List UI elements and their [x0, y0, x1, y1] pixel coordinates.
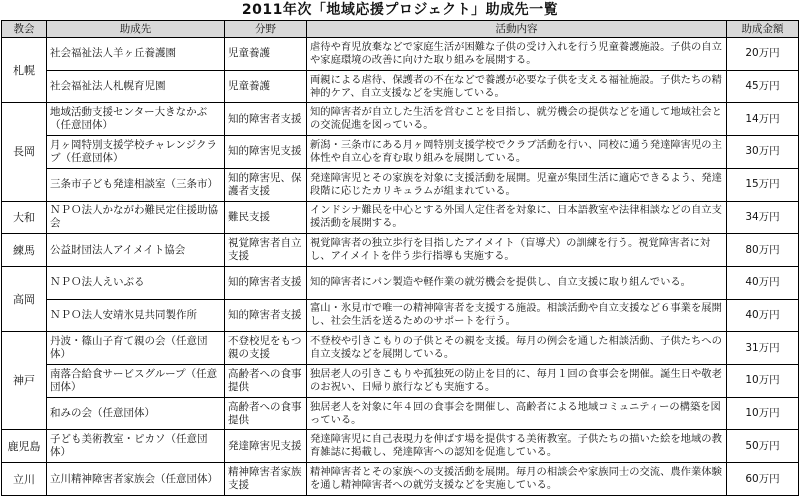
activity-cell: 独居老人の引きこもりや孤独死の防止を目的に、毎月１回の食事会を開催。誕生日や敬老のお祝い、日帰り旅行なども実施する。: [307, 365, 727, 398]
table-row: [2, 397, 799, 430]
header-field: 分野: [225, 21, 307, 38]
org-cell: 社会福祉法人羊ヶ丘養護園: [47, 38, 225, 71]
table-body: [2, 38, 799, 496]
region-cell: 札幌: [2, 38, 47, 103]
amount-cell: 34万円: [727, 201, 799, 234]
table-row: [2, 266, 799, 299]
region-cell: 高岡: [2, 266, 47, 331]
amount-cell: 15万円: [727, 168, 799, 201]
amount-cell: 40万円: [727, 299, 799, 332]
region-cell: 神戸: [2, 332, 47, 430]
field-cell: 知的障害者支援: [225, 103, 307, 136]
activity-cell: 知的障害者が自立した生活を営むことを目指し、就労機会の提供などを通して地域社会との交流促進を図っている。: [307, 103, 727, 136]
table-row: [2, 463, 799, 496]
header-region: 教会: [2, 21, 47, 38]
table-row: [2, 201, 799, 234]
header-org: 助成先: [47, 21, 225, 38]
table-row: [2, 430, 799, 463]
header-activity: 活動内容: [307, 21, 727, 38]
amount-cell: 10万円: [727, 365, 799, 398]
org-cell: ＮＰＯ法人かながわ難民定住援助協会: [47, 201, 225, 234]
table-row: [2, 332, 799, 365]
activity-cell: 知的障害者にパン製造や軽作業の就労機会を提供し、自立支援に取り組んでいる。: [307, 266, 727, 299]
org-cell: 社会福祉法人札幌育児園: [47, 70, 225, 103]
field-cell: 知的障害者支援: [225, 299, 307, 332]
amount-cell: 20万円: [727, 38, 799, 71]
amount-cell: 60万円: [727, 463, 799, 496]
org-cell: 和みの会（任意団体）: [47, 397, 225, 430]
region-cell: 鹿児島: [2, 430, 47, 463]
org-cell: 地域活動支援センター大きなかぶ（任意団体）: [47, 103, 225, 136]
org-cell: 立川精神障害者家族会（任意団体）: [47, 463, 225, 496]
activity-cell: 不登校や引きこもりの子供とその親を支援。毎月の例会を通した相談活動、子供たちへの自立支援などを展開している。: [307, 332, 727, 365]
field-cell: 児童養護: [225, 70, 307, 103]
org-cell: 南落合給食サービスグループ（任意団体）: [47, 365, 225, 398]
field-cell: 精神障害者家族支援: [225, 463, 307, 496]
org-cell: 公益財団法人アイメイト協会: [47, 234, 225, 267]
table-row: [2, 299, 799, 332]
field-cell: 知的障害児、保護者支援: [225, 168, 307, 201]
amount-cell: 14万円: [727, 103, 799, 136]
activity-cell: インドシナ難民を中心とする外国人定住者を対象に、日本語教室や法律相談などの自立支援活動を展開する。: [307, 201, 727, 234]
field-cell: 不登校児をもつ親の支援: [225, 332, 307, 365]
table-row: [2, 38, 799, 71]
activity-cell: 視覚障害者の独立歩行を目指したアイメイト（盲導犬）の訓練を行う。視覚障害者に対し、アイメイトを伴う歩行指導も実施する。: [307, 234, 727, 267]
field-cell: 発達障害児支援: [225, 430, 307, 463]
amount-cell: 10万円: [727, 397, 799, 430]
table-row: [2, 168, 799, 201]
field-cell: 視覚障害者自立支援: [225, 234, 307, 267]
header-amount: 助成金額: [727, 21, 799, 38]
activity-cell: 発達障害児とその家族を対象に支援活動を展開。児童が集団生活に適応できるよう、発達段階に応じたカリキュラムが組まれている。: [307, 168, 727, 201]
org-cell: 三条市子ども発達相談室（三条市）: [47, 168, 225, 201]
field-cell: 高齢者への食事提供: [225, 397, 307, 430]
amount-cell: 30万円: [727, 136, 799, 169]
field-cell: 難民支援: [225, 201, 307, 234]
region-cell: 大和: [2, 201, 47, 234]
table-row: [2, 234, 799, 267]
org-cell: ＮＰＯ法人えいぶる: [47, 266, 225, 299]
amount-cell: 50万円: [727, 430, 799, 463]
amount-cell: 40万円: [727, 266, 799, 299]
activity-cell: 両親による虐待、保護者の不在などで養護が必要な子供を支える福祉施設。子供たちの精神的ケア、自立支援などを実施している。: [307, 70, 727, 103]
activity-cell: 虐待や育児放棄などで家庭生活が困難な子供の受け入れを行う児童養護施設。子供の自立や家庭環境の改善に向けた取り組みを展開する。: [307, 38, 727, 71]
region-cell: 立川: [2, 463, 47, 496]
activity-cell: 発達障害児に自己表現力を伸ばす場を提供する美術教室。子供たちの描いた絵を地域の教育雑誌に掲載し、発達障害への認知を促進している。: [307, 430, 727, 463]
header-row: [2, 21, 799, 38]
field-cell: 高齢者への食事提供: [225, 365, 307, 398]
table-row: [2, 70, 799, 103]
org-cell: 子ども美術教室・ピカソ（任意団体）: [47, 430, 225, 463]
field-cell: 知的障害者支援: [225, 266, 307, 299]
amount-cell: 80万円: [727, 234, 799, 267]
amount-cell: 31万円: [727, 332, 799, 365]
activity-cell: 独居老人を対象に年４回の食事会を開催し、高齢者による地域コミュニティーの構築を図っている。: [307, 397, 727, 430]
activity-cell: 新潟・三条市にある月ヶ岡特別支援学校でクラブ活動を行い、同校に通う発達障害児の主体性や自立心を育む取り組みを展開している。: [307, 136, 727, 169]
activity-cell: 精神障害者とその家族への支援活動を展開。毎月の相談会や家族同士の交流、農作業体験を通し精神障害者への就労支援などを実施している。: [307, 463, 727, 496]
field-cell: 児童養護: [225, 38, 307, 71]
activity-cell: 富山・氷見市で唯一の精神障害者を支援する施設。相談活動や自立支援など６事業を展開し、社会生活を送るためのサポートを行う。: [307, 299, 727, 332]
page-title: 2011年次「地域応援プロジェクト」助成先一覧: [241, 2, 559, 18]
region-cell: 長岡: [2, 103, 47, 201]
region-cell: 練馬: [2, 234, 47, 267]
grant-table: [1, 20, 799, 496]
org-cell: 月ヶ岡特別支援学校チャレンジクラブ（任意団体）: [47, 136, 225, 169]
org-cell: 丹波・篠山子育て親の会（任意団体）: [47, 332, 225, 365]
table-row: [2, 136, 799, 169]
field-cell: 知的障害児支援: [225, 136, 307, 169]
org-cell: ＮＰＯ法人安靖氷見共同製作所: [47, 299, 225, 332]
table-row: [2, 103, 799, 136]
table-row: [2, 365, 799, 398]
amount-cell: 45万円: [727, 70, 799, 103]
